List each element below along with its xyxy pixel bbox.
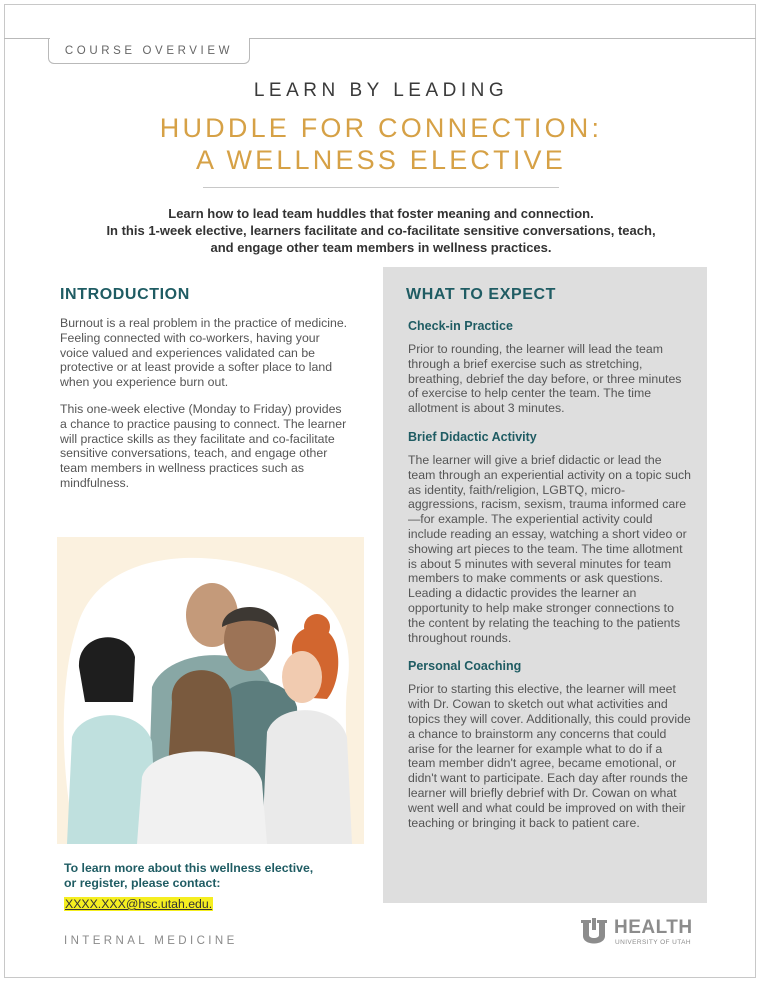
logo-subtitle: UNIVERSITY OF UTAH — [615, 939, 691, 946]
department-label: INTERNAL MEDICINE — [64, 935, 238, 947]
title-line-2: A WELLNESS ELECTIVE — [196, 145, 566, 175]
expect-sections — [408, 319, 692, 844]
course-overview-tab: COURSE OVERVIEW — [48, 38, 250, 64]
introduction-paragraph-2: This one-week elective (Monday to Friday) provides a chance to practice pausing to connect. The learner will practice skills as they facilitate and co-facilitate sensitive conversations, teach, and engage other team members in wellness practices such as mindfulness. — [60, 401, 347, 490]
introduction-heading: INTRODUCTION — [60, 286, 190, 303]
university-logo — [578, 915, 698, 951]
section-text-didactic: The learner will give a brief didactic or lead the team through an experiential activity on a topic such as identity, faith/religion, LGBTQ, micro-aggressions, racism, sexism, trauma informed care—for example. The experiential activity could include reading an essay, watching a short video or showing art pieces to the team. The time allotment is about 5 minutes with several minutes for team members to make comments or ask questions. Leading a didactic provides the learner an opportunity to help make stronger connections to the content by relating the teaching to the patients throughout rounds. — [408, 452, 691, 645]
what-to-expect-heading: WHAT TO EXPECT — [406, 286, 557, 303]
title-divider — [203, 187, 559, 188]
introduction-paragraph-1: Burnout is a real problem in the practice of medicine. Feeling connected with co-workers, having your voice valued and experiences validated can be protective or at least provide a softer place to land when you experience burn out. — [60, 316, 348, 390]
tab-rule-left — [4, 38, 50, 39]
tab-rule-right — [249, 38, 756, 39]
section-text-check-in: Prior to rounding, the learner will lead the team through a brief exercise such as stretching, breathing, debrief the day before, or three minutes of exercise to help center the team. The time allotment is about 3 minutes. — [408, 342, 682, 416]
university-of-utah-u-icon — [578, 917, 610, 949]
contact-prompt — [64, 861, 364, 891]
lead-paragraph — [40, 205, 722, 256]
section-text-coaching: Prior to starting this elective, the learner will meet with Dr. Cowan to sketch out what activities and topics they will cover. Additionally, this could provide a chance to brainstorm any concerns that could arise for the learner for example what to do if a team member didn't agree, became emotional, or didn't want to participate. Each day after rounds the learner will briefly debrief with Dr. Cowan on what went well and what could be improved on with their teaching or bringing it back to patient care. — [408, 682, 691, 830]
team-illustration — [57, 537, 364, 844]
what-to-expect-panel — [383, 267, 707, 903]
lead-line-1: Learn how to lead team huddles that foster meaning and connection. — [168, 206, 594, 221]
page-title — [0, 112, 762, 176]
contact-line-2: or register, please contact: — [64, 876, 221, 890]
section-title-didactic: Brief Didactic Activity — [408, 429, 537, 444]
introduction-body — [60, 316, 350, 503]
contact-line-1: To learn more about this wellness elective, — [64, 861, 314, 875]
section-title-check-in: Check-in Practice — [408, 319, 513, 333]
lead-line-2: In this 1-week elective, learners facilitate and co-facilitate sensitive conversations, teach, — [106, 223, 656, 238]
lead-line-3: and engage other team members in wellness practices. — [210, 240, 552, 255]
contact-email-link[interactable]: XXXX.XXX@hsc.utah.edu. — [65, 897, 213, 911]
team-huddle-image — [57, 537, 364, 844]
section-title-coaching: Personal Coaching — [408, 659, 522, 674]
kicker-heading: LEARN BY LEADING — [253, 80, 509, 101]
title-line-1: HUDDLE FOR CONNECTION: — [159, 113, 603, 143]
logo-wordmark: HEALTH — [614, 917, 693, 938]
